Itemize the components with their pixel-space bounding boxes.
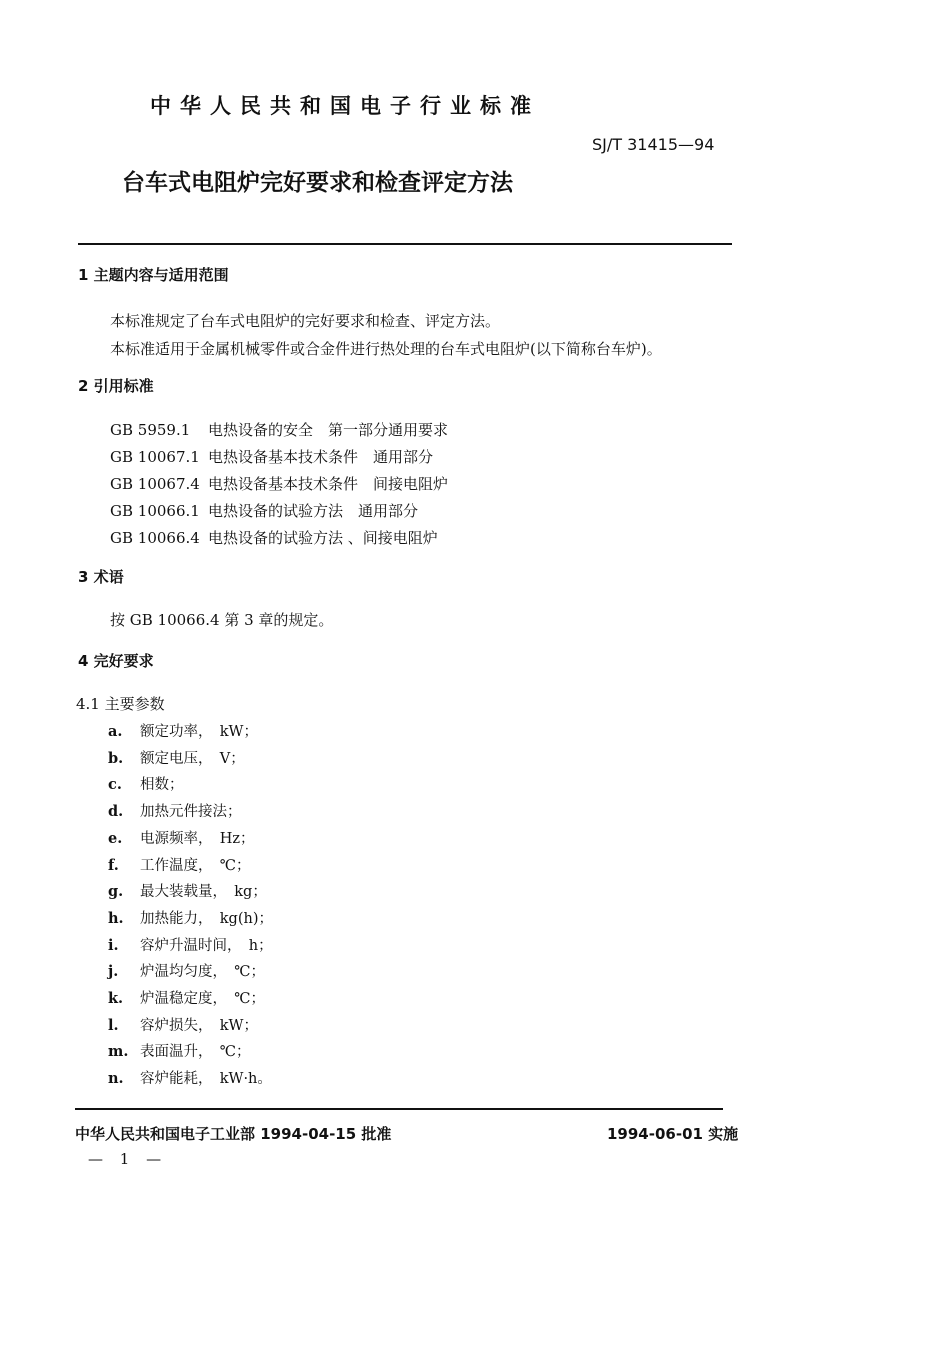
item-text: 炉温均匀度， ℃； (140, 964, 265, 981)
section-3-para: 按 GB 10066.4 第 3 章的规定。 (110, 611, 334, 629)
reference-title: 电热设备的试验方法 、间接电阻炉 (208, 529, 438, 547)
reference-title: 电热设备基本技术条件 通用部分 (208, 448, 434, 466)
reference-code: GB 5959.1 (110, 421, 191, 439)
item-text: 工作温度， ℃； (140, 857, 251, 874)
section-3-heading: 3 术语 (78, 568, 124, 586)
item-letter: g. (108, 883, 124, 901)
reference-item (110, 444, 448, 471)
item-text: 加热元件接法； (140, 804, 242, 821)
section-4-heading: 4 完好要求 (78, 652, 154, 670)
item-text: 容炉能耗， kW·h。 (140, 1071, 272, 1088)
section-1-heading: 1 主题内容与适用范围 (78, 266, 229, 284)
list-item (108, 746, 273, 773)
item-text: 最大装载量， kg； (140, 884, 267, 901)
footer-divider (75, 1108, 723, 1110)
item-text: 电源频率， Hz； (140, 830, 255, 847)
section-2-heading: 2 引用标准 (78, 377, 154, 395)
reference-title: 电热设备的试验方法 通用部分 (208, 502, 419, 520)
item-text: 相数； (140, 777, 184, 794)
parameter-list (108, 719, 273, 1093)
list-item (108, 1039, 273, 1066)
list-item (108, 719, 273, 746)
approval-line: 中华人民共和国电子工业部 1994-04-15 批准 (75, 1125, 392, 1143)
item-letter: c. (108, 776, 122, 794)
reference-code: GB 10067.4 (110, 475, 200, 493)
item-letter: f. (108, 856, 119, 874)
reference-code: GB 10067.1 (110, 448, 200, 466)
section-1-para-1: 本标准规定了台车式电阻炉的完好要求和检查、评定方法。 (110, 312, 501, 330)
reference-title: 电热设备基本技术条件 间接电阻炉 (208, 475, 449, 493)
list-item (108, 879, 273, 906)
list-item (108, 826, 273, 853)
reference-item (110, 417, 448, 444)
item-text: 容炉损失， kW； (140, 1017, 258, 1034)
item-letter: e. (108, 829, 123, 847)
reference-code: GB 10066.1 (110, 502, 200, 520)
section-1-para-2: 本标准适用于金属机械零件或合金件进行热处理的台车式电阻炉(以下简称台车炉)。 (110, 340, 662, 358)
document-title: 台车式电阻炉完好要求和检查评定方法 (122, 170, 513, 196)
item-letter: i. (108, 936, 119, 954)
reference-title: 电热设备的安全 第一部分通用要求 (208, 421, 449, 439)
item-letter: a. (108, 723, 123, 740)
reference-item (110, 525, 448, 552)
section-4-1-heading: 4.1 主要参数 (76, 695, 165, 713)
item-text: 额定电压， V； (140, 750, 245, 767)
reference-item (110, 498, 448, 525)
item-text: 容炉升温时间， h； (140, 937, 273, 954)
effective-date: 1994-06-01 实施 (607, 1125, 739, 1143)
list-item (108, 853, 273, 880)
item-text: 额定功率， kW； (140, 724, 258, 740)
item-letter: j. (108, 963, 119, 981)
item-letter: l. (108, 1016, 119, 1034)
standard-code: SJ/T 31415—94 (592, 135, 715, 154)
list-item (108, 986, 273, 1013)
item-letter: m. (108, 1043, 129, 1061)
list-item (108, 1013, 273, 1040)
list-item (108, 772, 273, 799)
page-number: — 1 — (88, 1150, 168, 1168)
header-divider (78, 243, 732, 245)
item-letter: h. (108, 909, 124, 927)
reference-list (110, 417, 448, 552)
reference-code: GB 10066.4 (110, 529, 200, 547)
reference-item (110, 471, 448, 498)
list-item (108, 799, 273, 826)
issuing-body: 中华人民共和国电子行业标准 (150, 94, 540, 118)
list-item (108, 906, 273, 933)
list-item (108, 933, 273, 960)
list-item (108, 959, 273, 986)
item-text: 表面温升， ℃； (140, 1044, 251, 1061)
item-text: 炉温稳定度， ℃； (140, 991, 265, 1008)
item-letter: d. (108, 803, 124, 821)
item-text: 加热能力， kg(h)； (140, 910, 273, 927)
item-letter: k. (108, 990, 124, 1008)
item-letter: b. (108, 749, 124, 767)
item-letter: n. (108, 1070, 124, 1088)
list-item (108, 1066, 273, 1093)
